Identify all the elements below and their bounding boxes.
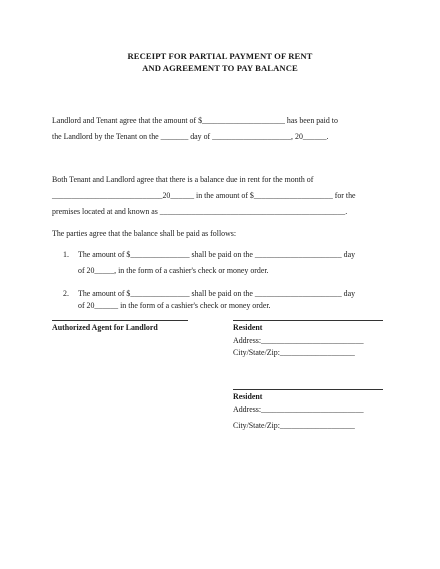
balance-paragraph-line-2: ____________________________20______ in the amount of $____________________ for the <box>52 191 356 200</box>
item-1-number: 1. <box>63 250 69 259</box>
item-2-line-2: of 20______ in the form of a cashier's check or money order. <box>78 301 271 310</box>
resident-2-signature-line <box>233 389 383 390</box>
resident-1-label: Resident <box>233 323 263 332</box>
item-2-number: 2. <box>63 289 69 298</box>
terms-paragraph: The parties agree that the balance shall be paid as follows: <box>52 229 237 238</box>
resident-1-city-state-zip: City/State/Zip:___________________ <box>233 348 355 357</box>
document-title-line-2: AND AGREEMENT TO PAY BALANCE <box>142 63 298 73</box>
agent-label: Authorized Agent for Landlord <box>52 323 158 332</box>
resident-2-address: Address:__________________________ <box>233 405 364 414</box>
item-2-line-1: The amount of $_______________ shall be paid on the ______________________ day <box>78 289 356 298</box>
payment-paragraph-line-2: the Landlord by the Tenant on the _______ day of ____________________, 20______. <box>52 132 329 141</box>
document-title-line-1: RECEIPT FOR PARTIAL PAYMENT OF RENT <box>127 51 313 61</box>
balance-paragraph-line-3: premises located at and known as _______________________________________________. <box>52 207 348 216</box>
resident-1-address: Address:__________________________ <box>233 336 364 345</box>
balance-paragraph-line-1: Both Tenant and Landlord agree that there is a balance due in rent for the month of <box>52 175 314 184</box>
resident-2-city-state-zip: City/State/Zip:___________________ <box>233 421 355 430</box>
item-1-line-2: of 20_____, in the form of a cashier's check or money order. <box>78 266 269 275</box>
payment-paragraph-line-1: Landlord and Tenant agree that the amount of $_____________________ has been paid to <box>52 116 338 125</box>
item-1-line-1: The amount of $_______________ shall be paid on the ______________________ day <box>78 250 356 259</box>
resident-2-label: Resident <box>233 392 263 401</box>
agent-signature-line <box>52 320 188 321</box>
resident-1-signature-line <box>233 320 383 321</box>
